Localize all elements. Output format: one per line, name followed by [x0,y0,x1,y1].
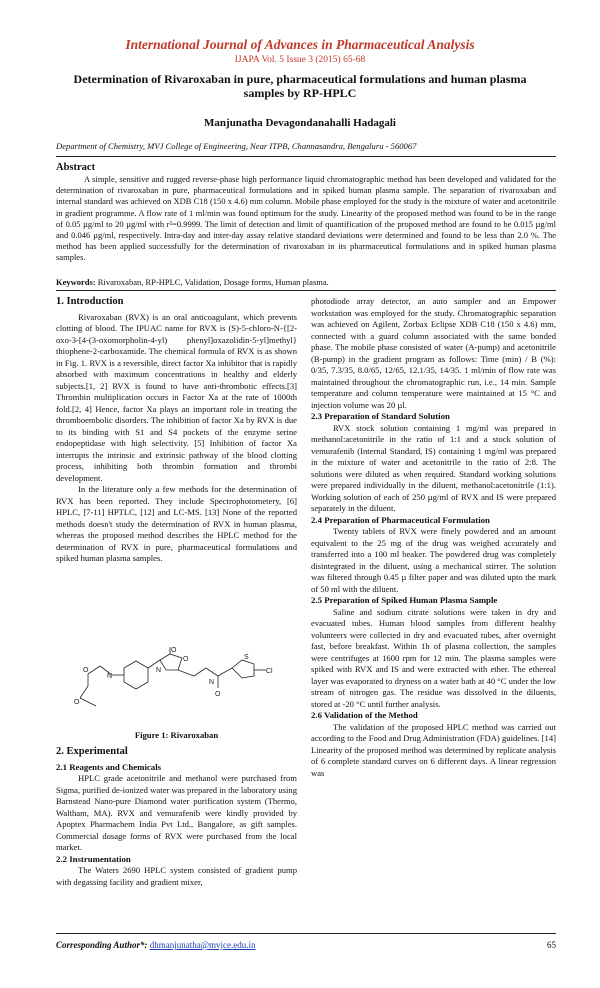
journal-title: International Journal of Advances in Pharmaceutical Analysis [125,37,475,52]
abstract-heading: Abstract [56,162,96,173]
intro-paragraph: Rivaroxaban (RVX) is an oral anticoagulant, which prevents clotting of blood. The IPUAC name for RVX is (S)-5-chloro-N-{[2-oxo-3-[4-(3-oxomorpholin-4-yl) phenyl]oxazolidin-5-yl]methyl} thiophene-2-carboxamide. The chemical formula of RVX is as shown in Fig. 1. RVX is a reversible, direct factor Xa inhibitor that is rapidly absorbed with maximum concentrations in healthy and elderly subjects.[1, 2] RVX is found to have anti-thrombotic effects.[3] Thrombin multiplication occurs in Factor Xa at the rate of 1000th fold.[2, 4] Hence, factor Xa plays an important role in treating the thromboembolic disorders. The inhibition of factor Xa by RVX is due to its binding with S1 and S4 pockets of the enzyme serine endopeptidase with high selectivity. [5] Inhibition of factor Xa interrupts the intrinsic and extrinsic pathway of the blood clotting process, inhibiting both thrombin formation and thrombi development. [56,311,297,483]
corresponding-author-label: Corresponding Author*: [56,940,148,950]
atom-label: O [83,667,89,674]
validation-heading: 2.6 Validation of the Method [311,710,418,720]
keywords-text: Rivaroxaban, RP-HPLC, Validation, Dosage forms, Human plasma. [95,277,329,287]
introduction-heading: 1. Introduction [56,296,124,307]
footer [56,940,556,950]
keywords [56,277,556,287]
instrumentation-heading: 2.2 Instrumentation [56,853,131,864]
atom-label: N [209,679,215,686]
intro-paragraph: In the literature only a few methods for the determination of RVX has been reported. They include Spectrophotometery, [6] HPLC, [7-11] HPTLC, [12] and LC-MS. [13] None of the reported methods doesn't study the determination of RVX in human plasma, whereas the proposed method describes the HPLC method for the determination of RVX in pure, pharmaceutical formulations and spiked human plasma samples. [56,484,297,563]
standard-solution-heading: 2.3 Preparation of Standard Solution [311,411,450,421]
journal-volume: IJAPA Vol. 5 Issue 3 (2015) 65-68 [234,55,366,65]
atom-label: O [171,647,177,654]
pharmaceutical-formulation-paragraph: Twenty tablets of RVX were finely powdered and an amount equivalent to the 25 mg of the drug was weighed accurately and transferred into a 100 ml beaker. The powdered drug was completely disintegrated in the diluent, using a mechanical stirrer. The solution was filtered through 0.45 µ filter paper and was diluted upto the mark of 50 ml with the diluent. [311,526,556,594]
atom-label: S [244,654,249,661]
keywords-label: Keywords: [56,277,96,287]
plasma-sample-paragraph: Saline and sodium citrate solutions were taken in dry and evacuated tubes. Human blood samples from different healthy volunteers were collected in dry and evacuated tubes, after overnight fast, before breakfast. Within 1h of plasma collection, the samples were centrifuges at 1600 rpm for 12 min. The plasma samples were spiked with RVX and IS and were extracted with ether. The ethereal layer was evaporated to dryness on a water bath at 40 °C under the low stream of nitrogen gas. The residue was dissolved in the diluents, stored at -20 °C until further analysis. [311,606,556,709]
atom-label: O [74,699,80,706]
reagents-heading: 2.1 Reagents and Chemicals [56,761,162,772]
left-column-lower [56,746,297,888]
author-email-link[interactable]: dhmanjunatha@mvjce.edu.in [149,940,256,950]
validation-paragraph: The validation of the proposed HPLC method was carried out according to the Food and Drug Administration (FDA) guidelines. [14] Linearity of the proposed method was determined by replicate analysis of 6 complete standard curves on 6 different days. A linear regression was [311,721,556,778]
experimental-heading: 2. Experimental [56,746,128,757]
footer-divider [56,933,556,934]
paper-title: Determination of Rivaroxaban in pure, pharmaceutical formulations and human plasma samples by RP-HPLC [73,72,527,100]
figure-caption: Figure 1: Rivaroxaban [134,730,219,740]
atom-label: N [156,667,162,674]
oxazolidinone-ring [160,654,182,670]
right-column [311,296,556,779]
atom-label: O [215,691,221,698]
standard-solution-paragraph: RVX stock solution containing 1 mg/ml was prepared in methanol:acetonitrile in the ratio of 1:1 and a stock solution of vemurafenib (Internal Standard, IS) containing 1 mg/ml was prepared in the mixture of water and acetonitrile in the ratio of 2:8. The solutions were diluted as when required. Standard working solutions were prepared individually in the diluent, methanol:acetonitrile (1:1). Working solution of each of 250 µg/ml of RVX and IS were prepared separately in the diluent. [311,422,556,513]
thiophene-ring [232,660,254,678]
rivaroxaban-structure [66,646,288,726]
page-number: 65 [547,940,556,950]
pharmaceutical-formulation-heading: 2.4 Preparation of Pharmaceutical Formulation [311,514,490,525]
atom-label: Cl [266,668,273,675]
author-affiliation: Department of Chemistry, MVJ College of Engineering, Near ITPB, Channasandra, Bengaluru - 560067 [56,141,417,151]
reagents-paragraph: HPLC grade acetonitrile and methanol were purchased from Sigma, purified de-ionized water was prepared in the laboratory using Barnstead Nano-pure Diamond water purification system (Thermo, Waltham, MA). RVX and vemurafenib were kindly provided by Apoptex Pharmachem India Pvt Ltd., Bangalore, as gift samples. Commercial dosage forms of RVX were purchased from the local market. [56,773,297,852]
instrumentation-paragraph: The Waters 2690 HPLC system consisted of gradient pump with degassing facility and gradient mixer, [56,865,297,887]
left-column [56,296,297,565]
abstract-text: A simple, sensitive and rugged reverse-phase high performance liquid chromatographic method has been developed and validated for the determination of rivaroxaban in pure, pharmaceutical formulations and in spiked human plasma sample. The separation of rivaroxaban and internal standard was achieved on XDB C18 (150 x 4.6) mm column. Mobile phase employed for the study is the mixture of water and acetonitrile in gradient programme. A flow rate of 1 ml/min was found optimum for the study. Linearity of the proposed method was found to be in the range of 0.05 µg/ml to 20 µg/ml with r²=0.9999. The limit of detection and limit of quantification of the proposed method are found to be 0.015 µg/ml and 0.046 µg/ml, respectively. Intra-day and inter-day assay relative standard deviations were determined and found to be less than 2.0 %. The method has been applied successfully for the determination of rivaroxaban in its pharmaceutical formulations and in spiked human plasma samples. [56,174,556,263]
atom-label: O [183,656,189,663]
author-name: Manjunatha Devagondanahalli Hadagali [204,117,396,129]
divider [56,290,556,291]
atom-label: N [107,673,113,680]
instrumentation-continued: photodiode array detector, an auto sampler and an Empower workstation was employed for the study. Chromatographic separation was achieved on Agilent, Zorbax Eclipse XDB C18 (150 x 4.6) mm, connected with a guard column associated with the same bonded phase. The mobile phase consisted of water (A-pump) and acetonitrile (B-pump) in the gradient program as follows: Time (min) / B (%): 0/35, 7.3/35, 8.0/65, 12/65, 12.1/35, 14/35. 1 ml/min of flow rate was maintained throughout the chromatographic run, i.e., 14 min. Sample temperature and column temperature were maintained at 15 °C and injection volume was 20 µl. [311,296,556,410]
benzene-ring [124,661,148,689]
divider [56,156,556,157]
plasma-sample-heading: 2.5 Preparation of Spiked Human Plasma Sample [311,595,498,605]
